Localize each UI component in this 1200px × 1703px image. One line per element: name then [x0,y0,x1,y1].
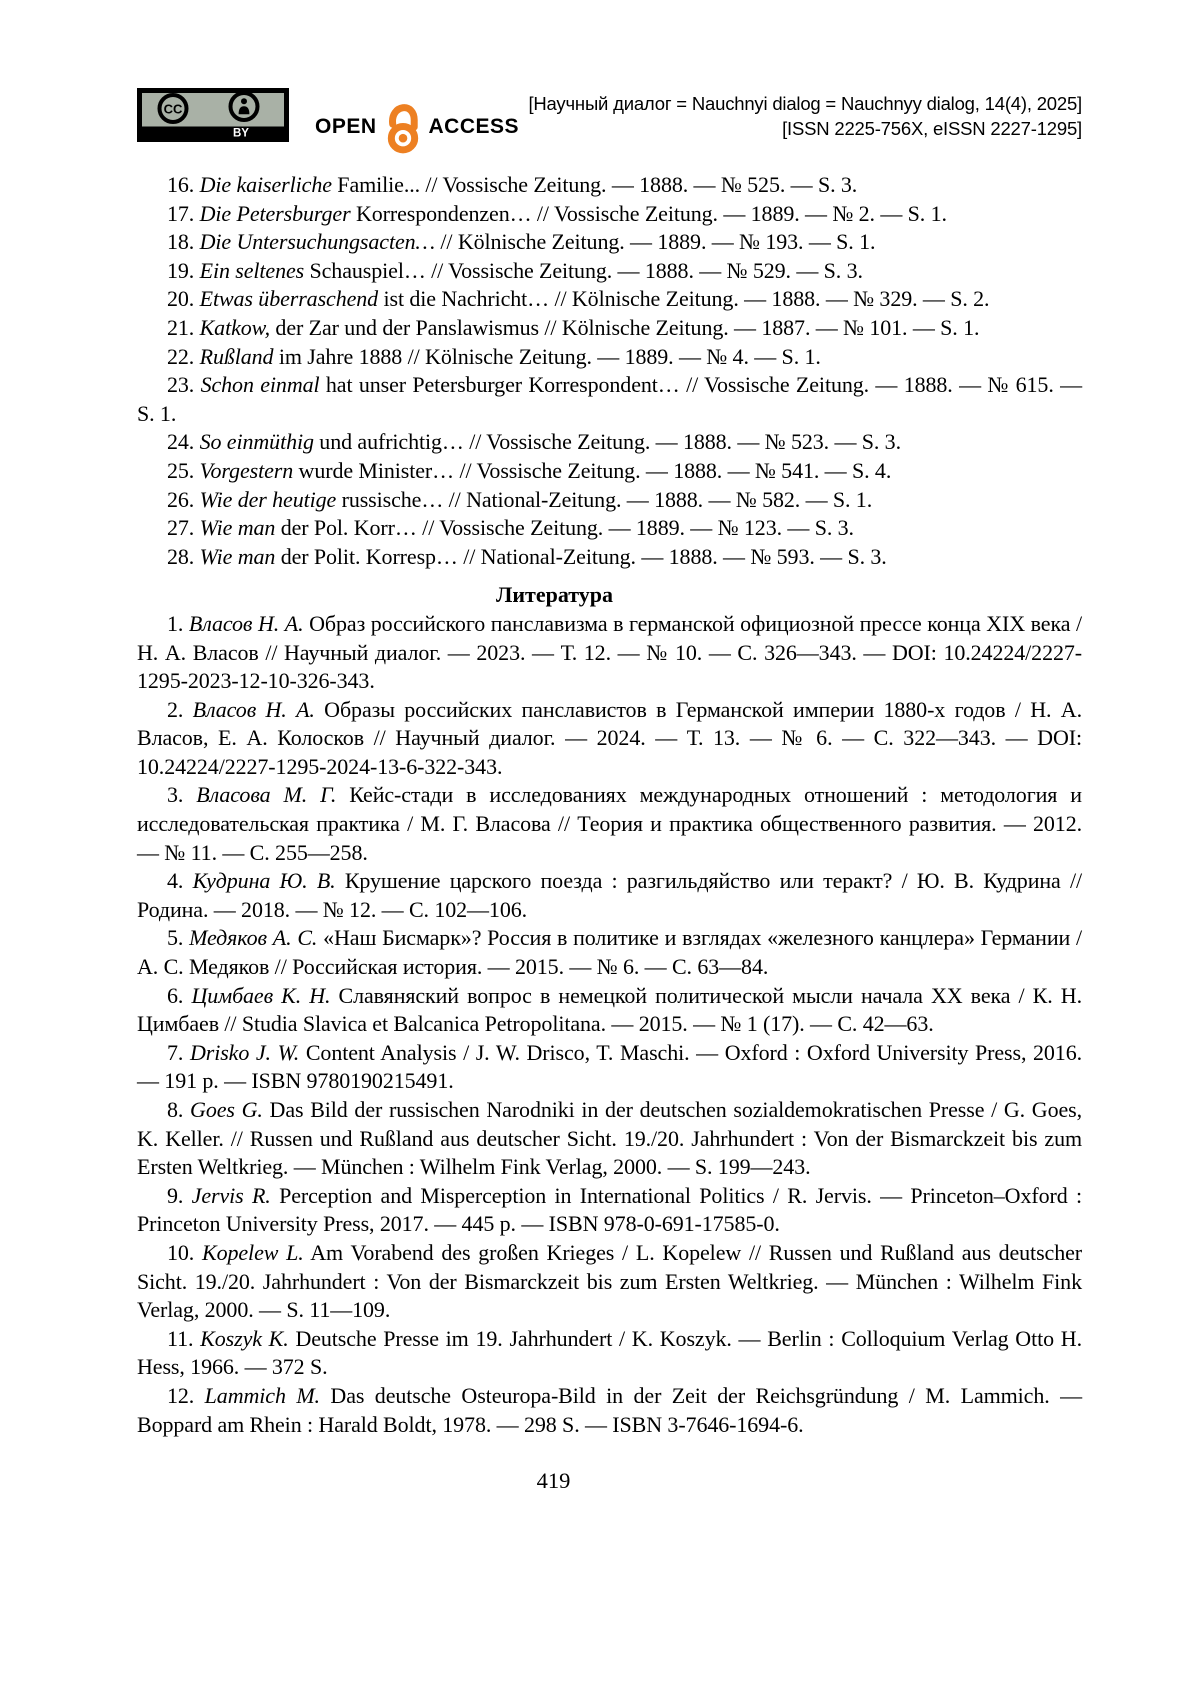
reference-entry: 1. Власов Н. А. Образ российского панславизма в германской официозной прессе конца XIX века / Н. А. Власов // Научный диалог. — 2023. — Т. 12. — № 10. — С. 326—343. — DOI: 10.24224/2227-1295-2023-12-10-326-343. [137,610,1082,694]
journal-title-line: [Научный диалог = Nauchnyi dialog = Nauchnyy dialog, 14(4), 2025] [528,93,1082,114]
reference-italic-lead: Wie man [199,543,276,569]
reference-number: 19. [167,257,200,283]
open-lock-icon [384,99,422,155]
reference-number: 3. [167,782,197,808]
literature-heading: Литература [495,582,614,608]
page-number: 419 [536,1468,571,1493]
reference-entry: 24. So einmüthig und aufrichtig… // Vossische Zeitung. — 1888. — № 523. — S. 3. [167,429,901,455]
reference-entry: 26. Wie der heutige russische… // National-Zeitung. — 1888. — № 582. — S. 1. [167,486,873,512]
reference-entry: 28. Wie man der Polit. Korresp… // National-Zeitung. — 1888. — № 593. — S. 3. [167,543,887,569]
journal-issn-line: [ISSN 2225-756X, eISSN 2227-1295] [782,117,1082,139]
reference-number: 24. [167,429,200,455]
reference-entry: 21. Katkow, der Zar und der Panslawismus // Kölnische Zeitung. — 1887. — № 101. — S. 1. [167,314,980,340]
open-access-open-label: OPEN [315,115,377,138]
reference-entry: 17. Die Petersburger Korrespondenzen… // Vossische Zeitung. — 1889. — № 2. — S. 1. [167,200,947,226]
reference-italic-lead: Медяков А. С. [189,925,318,951]
reference-entry: 22. Rußland im Jahre 1888 // Kölnische Zeitung. — 1889. — № 4. — S. 1. [167,343,821,369]
reference-number: 11. [167,1325,201,1351]
reference-italic-lead: Wie man [199,515,276,541]
reference-number: 28. [167,543,200,569]
reference-entry: 19. Ein seltenes Schauspiel… // Vossische Zeitung. — 1888. — № 529. — S. 3. [167,257,863,283]
reference-entry: 11. Koszyk K. Deutsche Presse im 19. Jahrhundert / K. Koszyk. — Berlin : Colloquium Verlag Otto H. Hess, 1966. — 372 S. [137,1325,1082,1380]
open-access-access-label: ACCESS [428,115,520,138]
reference-entry: 23. Schon einmal hat unser Petersburger Korrespondent… // Vossische Zeitung. — 1888. — № 615. — S. 1. [137,372,1082,426]
reference-italic-lead: Lammich M. [204,1382,320,1408]
reference-italic-lead: Katkow, [199,314,271,340]
reference-entry: 16. Die kaiserliche Familie... // Vossische Zeitung. — 1888. — № 525. — S. 3. [167,172,858,197]
reference-italic-lead: Schon einmal [200,372,320,398]
reference-entry: 8. Goes G. Das Bild der russischen Narodniki in der deutschen sozialdemokratischen Presse / G. Goes, K. Keller. // Russen und Rußland aus deutscher Sicht. 19./20. Jahrhundert : Von der Bismarckzeit bis zum Ersten Weltkrieg. — München : Wilhelm Fink Verlag, 2000. — S. 199—243. [137,1097,1082,1180]
page-header [137,85,1082,155]
reference-number: 5. [167,925,190,951]
reference-italic-lead: Die Petersburger [199,200,351,226]
reference-number: 10. [167,1239,203,1265]
reference-entry: 3. Власова М. Г. Кейс-стади в исследованиях международных отношений : методология и исследовательская практика / М. Г. Власова // Теория и практика общественного развития. — 2012. — № 11. — С. 255—258. [137,782,1082,865]
reference-number: 23. [167,372,201,398]
reference-italic-lead: Rußland [199,343,274,369]
svg-text:CC: CC [163,101,183,117]
reference-italic-lead: Goes G. [190,1097,263,1122]
reference-italic-lead: Власов Н. А. [192,696,315,722]
reference-italic-lead: Etwas überraschend [199,286,379,312]
cc-by-label: BY [233,127,249,140]
reference-entry: 10. Kopelew L. Am Vorabend des großen Krieges / L. Kopelew // Russen und Rußland aus deutscher Sicht. 19./20. Jahrhundert : Von der Bismarckzeit bis zum Ersten Weltkrieg. — München : Wilhelm Fink Verlag, 2000. — S. 11—109. [137,1239,1082,1323]
reference-number: 2. [167,696,193,722]
reference-entry: 7. Drisko J. W. Content Analysis / J. W. Drisco, T. Maschi. — Oxford : Oxford University Press, 2016. — 191 p. — ISBN 9780190215491. [137,1039,1083,1094]
reference-number: 20. [167,286,200,312]
reference-italic-lead: Kopelew L. [202,1239,304,1265]
reference-entry: 4. Кудрина Ю. В. Крушение царского поезда : разгильдяйство или теракт? / Ю. В. Кудрина // Родина. — 2018. — № 12. — С. 102—106. [137,868,1082,922]
reference-italic-lead: So einmüthig [199,429,314,455]
reference-italic-lead: Кудрина Ю. В. [192,868,336,894]
reference-number: 16. [167,172,200,197]
journal-info [528,85,1082,141]
reference-number: 18. [167,229,200,255]
reference-italic-lead: Vorgestern [199,457,294,483]
reference-entry: 5. Медяков А. С. «Наш Бисмарк»? Россия в политике и взглядах «железного канцлера» Германии / А. С. Медяков // Российская история. — 2015. — № 6. — С. 63—84. [137,925,1082,980]
reference-italic-lead: Власова М. Г. [196,782,337,808]
reference-number: 12. [167,1382,205,1408]
reference-entry: 6. Цимбаев К. Н. Славяняский вопрос в немецкой политической мысли начала XX века / К. Н. Цимбаев // Studia Slavica et Balcanica Petropolitana. — 2015. — № 1 (17). — С. 42—63. [137,982,1082,1037]
reference-number: 4. [167,868,193,894]
sources-list [137,171,1082,571]
reference-italic-lead: Цимбаев К. Н. [191,982,331,1008]
cc-by-license-badge [137,88,289,142]
reference-entry: 25. Vorgestern wurde Minister… // Vossische Zeitung. — 1888. — № 541. — S. 4. [167,457,892,483]
reference-entry: 27. Wie man der Pol. Korr… // Vossische Zeitung. — 1889. — № 123. — S. 3. [167,515,854,541]
header-logos [137,85,519,155]
reference-number: 9. [167,1182,192,1208]
reference-number: 26. [167,486,200,512]
reference-italic-lead: Koszyk K. [200,1325,289,1351]
reference-entry: 20. Etwas überraschend ist die Nachricht… // Kölnische Zeitung. — 1888. — № 329. — S. 2. [167,286,990,312]
reference-number: 1. [167,610,189,636]
open-access-logo [315,85,519,155]
reference-number: 25. [167,457,200,483]
reference-number: 21. [167,314,200,340]
reference-number: 17. [167,200,200,226]
reference-italic-lead: Wie der heutige [199,486,337,512]
reference-number: 8. [167,1097,191,1122]
reference-italic-lead: Ein seltenes [199,257,305,283]
reference-number: 6. [167,982,192,1008]
reference-entry: 18. Die Untersuchungsacten… // Kölnische Zeitung. — 1889. — № 193. — S. 1. [167,229,876,255]
reference-entry: 12. Lammich M. Das deutsche Osteuropa-Bild in der Zeit der Reichsgründung / M. Lammich. — Boppard am Rhein : Harald Boldt, 1978. — 298 S. — ISBN 3-7646-1694-6. [137,1382,1082,1437]
reference-italic-lead: Власов Н. А. [188,610,304,636]
reference-entry: 9. Jervis R. Perception and Misperception in International Politics / R. Jervis. — Princeton–Oxford : Princeton University Press, 2017. — 445 p. — ISBN 978-0-691-17585-0. [137,1182,1082,1237]
reference-number: 22. [167,343,200,369]
reference-italic-lead: Jervis R. [191,1182,271,1208]
reference-italic-lead: Die Untersuchungsacten… [199,229,435,255]
reference-italic-lead: Die kaiserliche [199,172,332,197]
reference-italic-lead: Drisko J. W. [189,1039,300,1065]
reference-entry: 2. Власов Н. А. Образы российских панславистов в Германской империи 1880-х годов / Н. А. Власов, Е. А. Колосков // Научный диалог. — 2024. — Т. 13. — № 6. — С. 322—343. — DOI: 10.24224/2227-1295-2024-13-6-322-343. [137,696,1082,779]
literature-list [137,610,1082,1439]
reference-number: 27. [167,515,200,541]
reference-number: 7. [167,1039,190,1065]
